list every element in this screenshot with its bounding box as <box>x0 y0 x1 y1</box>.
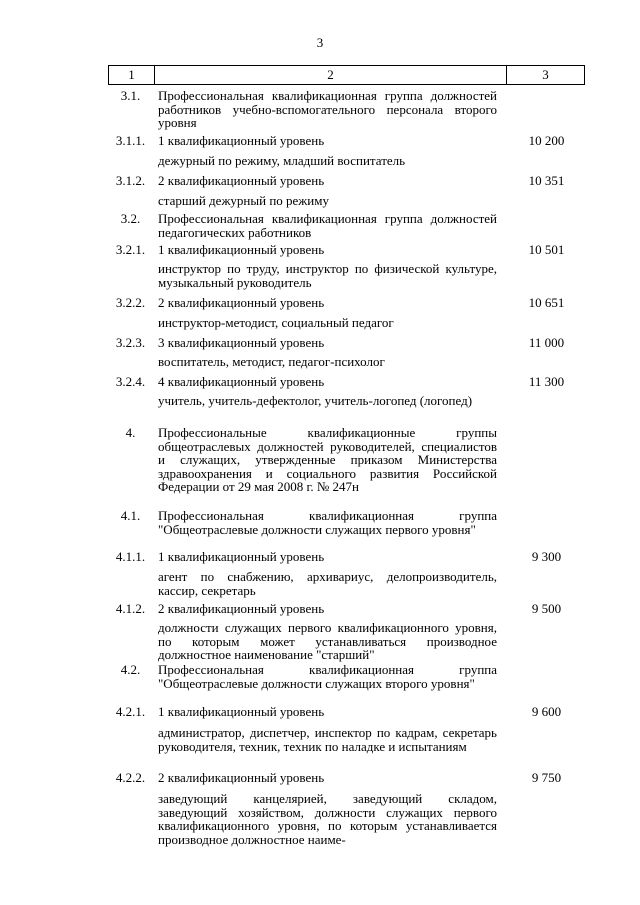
row-text: 1 квалификационный уровень <box>158 549 325 564</box>
row-salary-value: 9 750 <box>531 770 562 785</box>
row-text: инструктор по труду, инструктор по физической культуре, музыкальный руководитель <box>158 261 497 290</box>
row-text: учитель, учитель-дефектолог, учитель-логопед (логопед) <box>158 393 473 408</box>
row-text: дежурный по режиму, младший воспитатель <box>158 153 406 168</box>
row-text: 2 квалификационный уровень <box>158 601 325 616</box>
row-text: Профессиональная квалификационная группа "Общеотраслевые должности служащих второго уровня" <box>158 662 497 691</box>
row-number: 3.2. <box>120 211 141 226</box>
row-number: 3.1.1. <box>115 133 146 148</box>
row-salary-value: 10 651 <box>528 295 565 310</box>
page-number: 3 <box>316 35 324 50</box>
header-col-3: 3 <box>542 67 549 82</box>
row-text: Профессиональная квалификационная группа должностей педагогических работников <box>158 211 497 240</box>
row-salary-value: 10 501 <box>528 242 565 257</box>
row-number: 4.2.1. <box>115 704 146 719</box>
row-number: 3.1. <box>120 88 141 103</box>
row-text: воспитатель, методист, педагог-психолог <box>158 354 385 369</box>
row-number: 4.1. <box>120 508 141 523</box>
row-text: старший дежурный по режиму <box>158 193 329 208</box>
row-number: 3.2.3. <box>115 335 146 350</box>
row-text: 2 квалификационный уровень <box>158 295 325 310</box>
row-number: 4.1.2. <box>115 601 146 616</box>
row-text: заведующий канцелярией, заведующий складом, заведующий хозяйством, должности служащих первого квалификационного уровня, по которым устанавливается производное должностное наиме- <box>158 791 497 847</box>
row-number: 3.2.1. <box>115 242 146 257</box>
row-text: 4 квалификационный уровень <box>158 374 325 389</box>
row-salary-value: 9 300 <box>531 549 562 564</box>
row-text: 1 квалификационный уровень <box>158 133 325 148</box>
row-number: 4. <box>125 425 136 440</box>
row-text: Профессиональные квалификационные группы общеотраслевых должностей руководителей, специалистов и служащих, утвержденные приказом Министерства здравоохранения и социального развития Российской Федерации от 29 мая 2008 г. № 247н <box>158 425 497 494</box>
row-text: должности служащих первого квалификационного уровня, по которым может устанавливаться производное должностное наименование "старший" <box>158 620 497 662</box>
row-number: 3.2.4. <box>115 374 146 389</box>
row-salary-value: 9 500 <box>531 601 562 616</box>
row-salary-value: 11 000 <box>528 335 565 350</box>
row-text: администратор, диспетчер, инспектор по кадрам, секретарь руководителя, техник, техник по наладке и испытаниям <box>158 725 497 754</box>
row-text: 2 квалификационный уровень <box>158 173 325 188</box>
row-text: агент по снабжению, архивариус, делопроизводитель, кассир, секретарь <box>158 569 497 598</box>
row-number: 4.1.1. <box>115 549 146 564</box>
row-text: Профессиональная квалификационная группа "Общеотраслевые должности служащих первого уровня" <box>158 508 497 537</box>
header-col-1: 1 <box>109 66 155 84</box>
row-text: 1 квалификационный уровень <box>158 242 325 257</box>
row-text: Профессиональная квалификационная группа должностей работников учебно-вспомогательного персонала второго уровня <box>158 88 497 130</box>
row-salary-value: 10 200 <box>528 133 565 148</box>
header-col-2: 2 <box>155 66 507 84</box>
row-salary-value: 9 600 <box>531 704 562 719</box>
row-number: 3.1.2. <box>115 173 146 188</box>
row-number: 4.2. <box>120 662 141 677</box>
row-text: 1 квалификационный уровень <box>158 704 325 719</box>
row-text: 2 квалификационный уровень <box>158 770 325 785</box>
row-salary-value: 11 300 <box>528 374 565 389</box>
table-header <box>108 65 585 85</box>
row-number: 3.2.2. <box>115 295 146 310</box>
row-salary-value: 10 351 <box>528 173 565 188</box>
row-text: инструктор-методист, социальный педагог <box>158 315 394 330</box>
row-text: 3 квалификационный уровень <box>158 335 325 350</box>
row-number: 4.2.2. <box>115 770 146 785</box>
